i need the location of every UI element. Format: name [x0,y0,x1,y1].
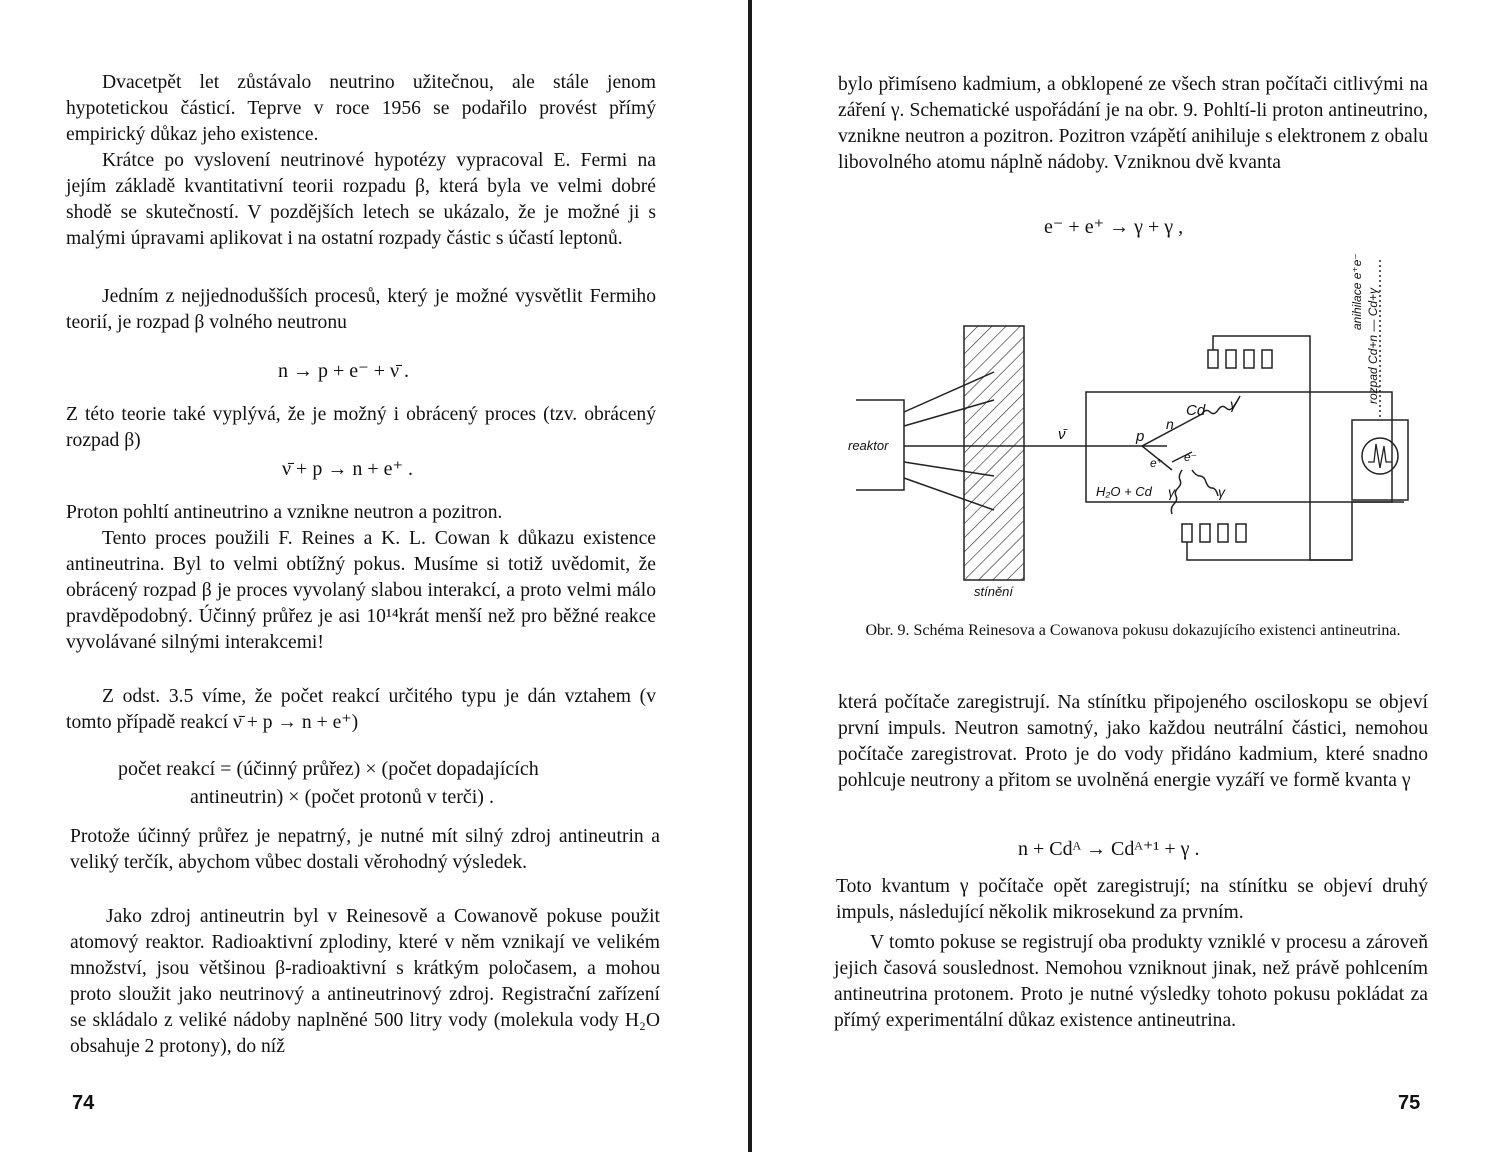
gamma-wavy-3 [1192,470,1218,496]
neutron-label: n [1166,416,1174,432]
counter-top-1 [1208,350,1218,368]
vessel-label: H₂O + Cd [1096,484,1152,499]
gamma-label-right: γ [1218,484,1225,500]
experiment-diagram [752,0,1506,620]
left-page [0,0,748,1152]
figure-caption: Obr. 9. Schéma Reinesova a Cowanova pokusu dokazujícího existenci antineutrina. [865,622,1401,639]
counter-bottom-4 [1236,524,1246,542]
equation-neutron-decay: n → p + e⁻ + ν̄ . [278,360,410,382]
shield [964,326,1024,580]
equation-cadmium-capture: n + Cdᴬ → Cdᴬ⁺¹ + γ . [1018,838,1200,860]
reactor-label: reaktor [848,438,889,453]
paragraph-2: Krátce po vyslovení neutrinové hypotézy vypracoval E. Fermi na jejím základě kvantitativní teorii rozpadu β, která byla ve velmi dobré shodě se skutečností. V pozdějších letech se ukázalo, že je možné ji s malými úpravami aplikovat i na ostatní rozpady částic s účastí leptonů. [66,150,656,249]
right-page [752,0,1506,1152]
oscilloscope-box [1352,420,1408,500]
antineutrino-label: ν̄ [1058,426,1066,443]
paragraph-4: V tomto pokuse se registrují oba produkty vzniklé v procesu a zároveň jejich časová souslednost. Nemohou vzniknout jinak, než právě pohlcením antineutrina protonem. Proto je nutné výsledky tohoto pokusu pokládat za přímý experimentální důkaz existence antineutrina. [834,932,1428,1031]
page-number-right: 75 [1398,1092,1421,1114]
wire-top-a [1213,336,1276,350]
counter-bottom-1 [1182,524,1192,542]
counter-top-4 [1262,350,1272,368]
counter-bottom-3 [1218,524,1228,542]
counter-bottom-2 [1200,524,1210,542]
counter-top-2 [1226,350,1236,368]
side-label-cadmium-decay: rozpad Cd+n — Cd+γ [1366,287,1380,404]
gamma-label-top: γ [1230,396,1237,412]
paragraph-3: Toto kvantum γ počítače opět zaregistrují; na stínítku se objeví druhý impuls, následující několik mikrosekund za prvním. [836,876,1428,923]
page-number-left: 74 [72,1092,95,1114]
side-label-annihilation: anihilace e⁺e⁻ [1350,253,1364,330]
oscilloscope-trace [1368,444,1392,468]
equation-inverse-beta: ν̄ + p → n + e⁺ . [282,458,414,480]
paragraph-1: bylo přimíseno kadmium, a obklopené ze všech stran počítači citlivými na záření γ. Schematické uspořádání je na obr. 9. Pohltí-li proton antineutrino, vznikne neutron a pozitron. Pozitron vzápětí anihiluje s elektronem z obalu libovolného atomu náplně nádoby. Vzniknou dvě kvanta [838,74,1428,173]
cadmium-label: Cd [1186,402,1206,419]
paragraph-7: Z odst. 3.5 víme, že počet reakcí určitého typu je dán vztahem (v tomto případě reakcí ν̄ + p → n + e⁺) [66,686,656,733]
paragraph-2: která počítače zaregistrují. Na stínítku připojeného osciloskopu se objeví první impuls. Neutron samotný, jako každou neutrální částici, nemohou počítače zaregistrovat. Proto je do vody přidáno kadmium, které snadno pohlcuje neutrony a přitom se uvolněná energie vyzáří ve formě kvanta γ [838,692,1428,791]
gamma-label-left: γ [1168,484,1175,500]
equation-reaction-count-line1: počet reakcí = (účinný průřez) × (počet dopadajících [118,758,539,780]
wire-bottom [1187,502,1404,560]
paragraph-1: Dvacetpět let zůstávalo neutrino užitečnou, ale stále jenom hypotetickou částicí. Teprve v roce 1956 se podařilo provést přímý empirický důkaz jeho existence. [66,72,656,145]
shield-label: stínění [974,584,1014,599]
equation-reaction-count-line2: antineutrin) × (počet protonů v terči) . [190,786,494,808]
paragraph-6: Tento proces použili F. Reines a K. L. Cowan k důkazu existence antineutrina. Byl to velmi obtížný pokus. Musíme si totiž uvědomit, že obrácený rozpad β je proces vyvolaný slabou interakcí, a proto velmi málo pravděpodobný. Účinný průřez je asi 10¹⁴krát menší než pro běžné reakce vyvolávané silnými interakcemi! [66,528,656,653]
paragraph-8: Protože účinný průřez je nepatrný, je nutné mít silný zdroj antineutrin a veliký terčík, abychom vůbec dostali věrohodný výsledek. [70,826,660,873]
electron-label: e⁻ [1184,450,1198,464]
paragraph-3: Jedním z nejjednodušších procesů, který je možné vysvětlit Fermiho teorií, je rozpad β volného neutronu [66,286,656,333]
paragraph-9: Jako zdroj antineutrin byl v Reinesově a Cowanově pokuse použit atomový reaktor. Radioaktivní zplodiny, které v něm vznikají ve velikém množství, jsou většinou β-radioaktivní s krátkým poločasem, a mohou proto sloužit jako neutrinový a antineutrinový zdroj. Registrační zařízení se skládalo z veliké nádoby naplněné 500 litry vody (molekula vody H₂O obsahuje 2 protony), do níž [70,906,660,1057]
proton-label: p [1136,428,1145,445]
paragraph-5: Proton pohltí antineutrino a vznikne neutron a pozitron. [66,502,503,523]
counter-top-3 [1244,350,1254,368]
positron-label: e⁺ [1150,456,1164,470]
equation-annihilation: e⁻ + e⁺ → γ + γ , [1044,216,1184,238]
paragraph-4: Z této teorie také vyplývá, že je možný i obrácený proces (tzv. obrácený rozpad β) [66,404,656,451]
wire-top-b [1276,336,1352,560]
